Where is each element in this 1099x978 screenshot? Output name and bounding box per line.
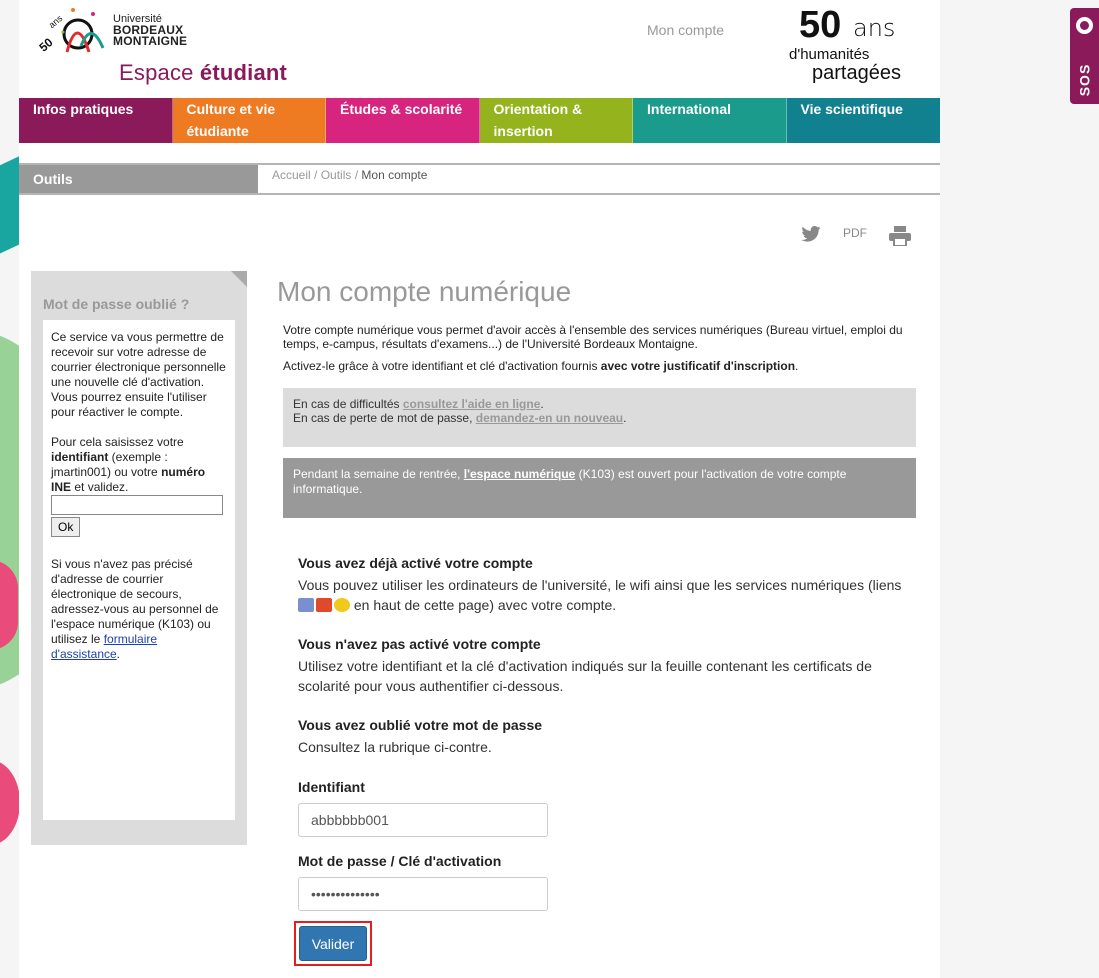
identifiant-label: Identifiant bbox=[298, 779, 365, 795]
online-help-link[interactable]: consultez l'aide en ligne bbox=[402, 397, 541, 411]
request-new-password-link[interactable]: demandez-en un nouveau bbox=[475, 411, 624, 425]
forgot-password-panel bbox=[31, 271, 247, 845]
nav-item-infos-pratiques[interactable]: Infos pratiques bbox=[19, 98, 173, 143]
section-tab-outils[interactable]: Outils bbox=[19, 165, 258, 193]
forgot-password-intro: Ce service va vous permettre de recevoir sur votre adresse de courrier électronique personnelle une nouvelle clé d'activation. Vous pourrez ensuite l'utiliser pour réactiver le compte. bbox=[51, 330, 226, 419]
breadcrumb-bar bbox=[19, 163, 940, 195]
section-forgot-password: Vous avez oublié votre mot de passe Consultez la rubrique ci-contre. bbox=[298, 717, 543, 755]
breadcrumb-current: Mon compte bbox=[361, 168, 428, 182]
forgot-password-instructions: Pour cela saisissez votre identifiant (exemple : jmartin001) ou votre numéro INE et validez. bbox=[51, 435, 206, 494]
service-icons bbox=[298, 598, 350, 612]
section-not-activated: Vous n'avez pas activé votre compte Utilisez votre identifiant et la clé d'activation indiqués sur la feuille contenant les certificats de scolarité pour vous authentifier ci-dessous. bbox=[298, 636, 872, 694]
identifiant-input[interactable] bbox=[298, 803, 548, 837]
forgot-password-input[interactable] bbox=[51, 495, 223, 515]
nav-item-orientation[interactable]: Orientation & insertion bbox=[480, 98, 634, 143]
breadcrumb-outils[interactable]: Outils bbox=[320, 168, 352, 182]
pdf-export-button[interactable]: PDF bbox=[843, 226, 867, 240]
intro-text: Votre compte numérique vous permet d'avoir accès à l'ensemble des services numériques (Bureau virtuel, emploi du temps, e-campus, résultats d'examens...) de l'Université Bordeaux Montaigne. Activez-le grâce à votre identifiant et clé d'activation fournis avec votre justificatif d'inscription. bbox=[283, 323, 903, 373]
twitter-share-icon[interactable] bbox=[801, 226, 821, 242]
briefcase-icon[interactable] bbox=[316, 598, 332, 612]
nav-item-etudes[interactable]: Études & scolarité bbox=[326, 98, 480, 143]
university-name: Université BORDEAUX MONTAIGNE bbox=[113, 13, 188, 48]
main-nav bbox=[19, 98, 940, 143]
assistance-form-link[interactable]: formulaire d'assistance bbox=[51, 632, 158, 661]
print-icon[interactable] bbox=[889, 226, 911, 246]
lifebuoy-icon bbox=[1076, 17, 1093, 34]
site-title: Espace étudiant bbox=[119, 60, 288, 85]
breadcrumb-home[interactable]: Accueil bbox=[272, 168, 311, 182]
email-icon[interactable] bbox=[334, 598, 350, 612]
university-logo-icon[interactable] bbox=[33, 4, 107, 60]
site-header bbox=[19, 0, 940, 98]
decorative-shape bbox=[0, 760, 20, 845]
submit-button[interactable]: Valider bbox=[299, 926, 367, 961]
calendar-icon[interactable] bbox=[298, 598, 314, 612]
nav-item-international[interactable]: International bbox=[633, 98, 787, 143]
assistance-note: Si vous n'avez pas précisé d'adresse de courrier électronique de secours, adressez-vous au personnel de l'espace numérique (K103) ou utilisez le formulaire d'assistance. bbox=[51, 557, 219, 661]
anniversary-logo: 50 ans d'humanités partagées bbox=[789, 4, 901, 84]
espace-numerique-link[interactable]: l'espace numérique bbox=[463, 467, 576, 481]
page-title: Mon compte numérique bbox=[277, 276, 572, 307]
password-input[interactable] bbox=[298, 877, 548, 911]
help-notice: En cas de difficultés consultez l'aide en ligne. En cas de perte de mot de passe, demandez-en un nouveau. bbox=[283, 388, 916, 447]
forgot-password-title: Mot de passe oublié ? bbox=[43, 296, 190, 312]
account-link[interactable]: Mon compte bbox=[647, 22, 725, 38]
forgot-password-ok-button[interactable]: Ok bbox=[51, 517, 80, 537]
sos-label: SOS bbox=[1076, 63, 1093, 97]
panel-corner bbox=[231, 271, 247, 287]
svg-text:ans: ans bbox=[46, 13, 65, 31]
breadcrumb: Accueil / Outils / Mon compte bbox=[272, 168, 428, 182]
nav-item-vie-scientifique[interactable]: Vie scientifique bbox=[787, 98, 941, 143]
password-label: Mot de passe / Clé d'activation bbox=[298, 853, 502, 869]
nav-item-culture[interactable]: Culture et vie étudiante bbox=[173, 98, 327, 143]
submit-highlight bbox=[294, 921, 372, 966]
sos-tab[interactable] bbox=[1070, 8, 1099, 104]
forgot-password-box bbox=[43, 320, 235, 820]
svg-text:50: 50 bbox=[36, 35, 56, 55]
rentree-notice: Pendant la semaine de rentrée, l'espace numérique (K103) est ouvert pour l'activation de votre compte informatique. bbox=[283, 458, 916, 518]
section-already-activated: Vous avez déjà activé votre compte Vous pouvez utiliser les ordinateurs de l'université, le wifi ainsi que les services numériques (liens en haut de cette page) avec votre compte. bbox=[298, 555, 902, 613]
page-container bbox=[19, 0, 940, 978]
